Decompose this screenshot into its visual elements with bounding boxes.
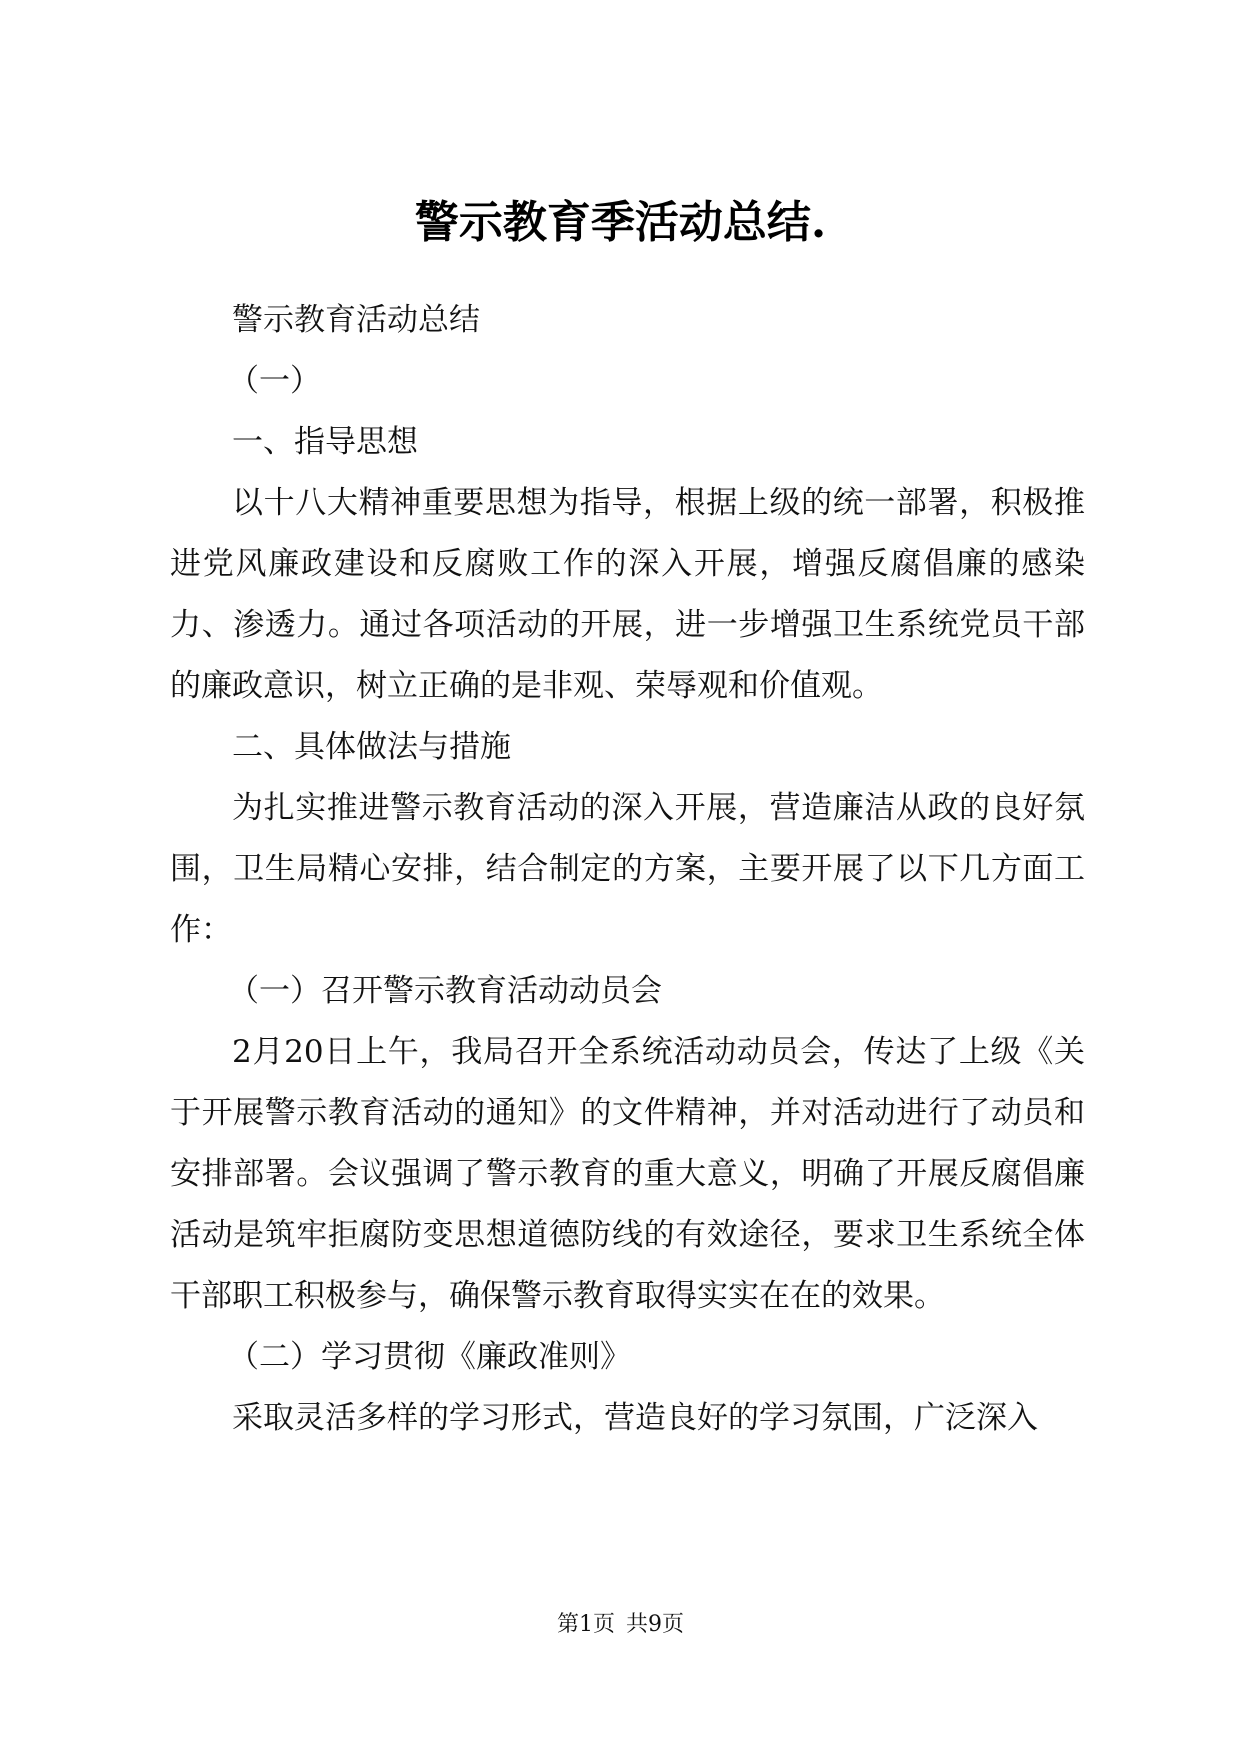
paragraph: （一） [228, 363, 321, 399]
paragraph: 警示教育活动总结 [232, 302, 480, 338]
page-number: 第1页 [557, 1612, 615, 1637]
document-title: 警示教育季活动总结. [414, 197, 827, 248]
section-heading: 二、具体做法与措施 [232, 729, 511, 765]
page-total: 共9页 [626, 1612, 684, 1637]
paragraph: 为扎实推进警示教育活动的深入开展，营造廉洁从政的良好氛围，卫生局精心安排，结合制定的方案，主要开展了以下几方面工作： [170, 790, 1085, 948]
paragraph: 采取灵活多样的学习形式，营造良好的学习氛围，广泛深入 [232, 1400, 1038, 1436]
paragraph: 2月20日上午，我局召开全系统活动动员会，传达了上级《关于开展警示教育活动的通知》的文件精神，并对活动进行了动员和安排部署。会议强调了警示教育的重大意义，明确了开展反腐倡廉活动是筑牢拒腐防变思想道德防线的有效途径，要求卫生系统全体干部职工积极参与，确保警示教育取得实实在在的效果。 [170, 1034, 1085, 1314]
document-body [170, 290, 1085, 1449]
subsection-heading: （一）召开警示教育活动动员会 [228, 973, 662, 1009]
section-heading: 一、指导思想 [232, 424, 418, 460]
paragraph: 以十八大精神重要思想为指导，根据上级的统一部署，积极推进党风廉政建设和反腐败工作的深入开展，增强反腐倡廉的感染力、渗透力。通过各项活动的开展，进一步增强卫生系统党员干部的廉政意识，树立正确的是非观、荣辱观和价值观。 [170, 485, 1085, 704]
page-footer [0, 1607, 1241, 1638]
subsection-heading: （二）学习贯彻《廉政准则》 [228, 1339, 631, 1375]
